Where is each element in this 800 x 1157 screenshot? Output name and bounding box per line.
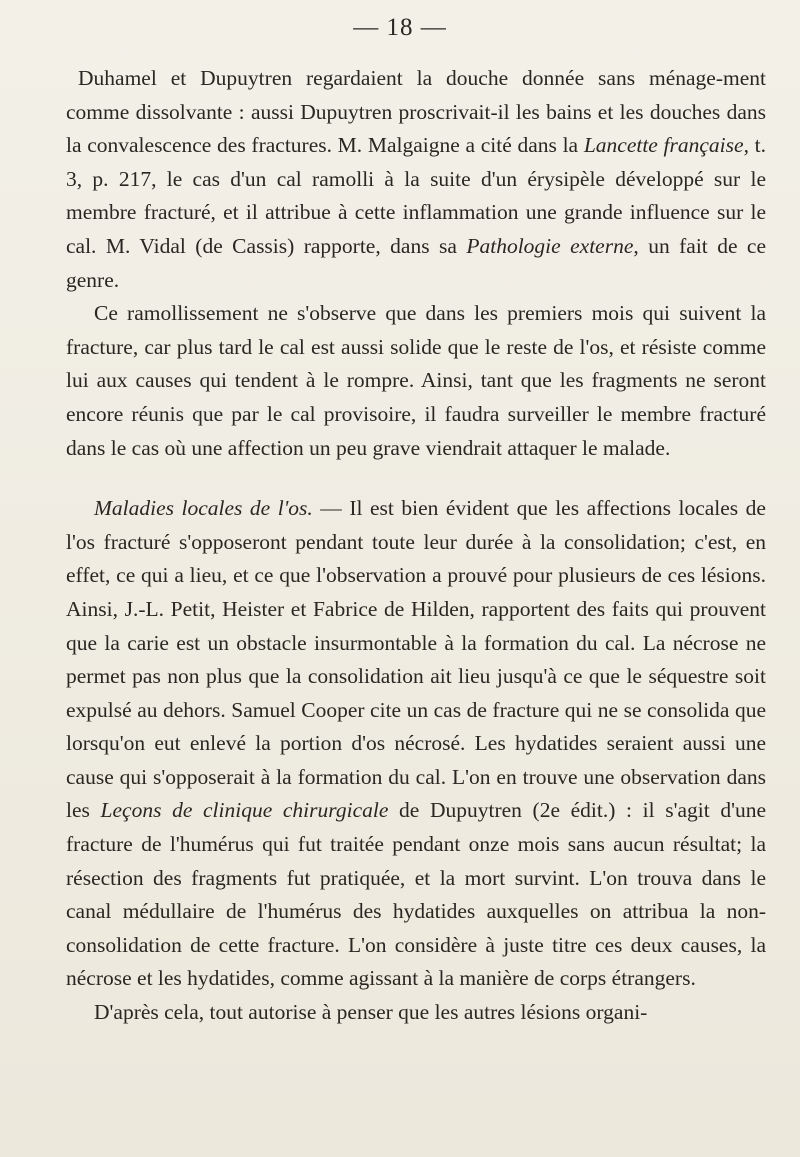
page-body xyxy=(66,62,766,1030)
paragraph-3-text-a: — Il est bien évident que les affections locales de l'os fracturé s'opposeront pendant toute leur durée à la consolidation; c'est, en effet, ce qui a lieu, et ce que l'observation a prouvé pour plusieurs de ces lésions. Ainsi, J.-L. Petit, Heister et Fabrice de Hilden, rapportent des faits qui prouvent que la carie est un obstacle insurmontable à la formation du cal. La nécrose ne permet pas non plus que la consolidation ait lieu jusqu'à ce que le séquestre soit expulsé au dehors. Samuel Cooper cite un cas de fracture qui ne se consolida que lorsqu'on eut enlevé la portion d'os nécrosé. Les hydatides seraient aussi une cause qui s'opposerait à la formation du cal. L'on en trouve une observation dans les xyxy=(66,496,766,823)
paragraph-3-text-b: de Dupuytren (2e édit.) : il s'agit d'une fracture de l'humérus qui fut traitée pendant onze mois sans aucun résultat; la résection des fragments fut pratiquée, et la mort survint. L'on trouva dans le canal médullaire de l'humérus des hydatides auxquelles on attribua la non-consolidation de cette fracture. L'on considère à juste titre ces deux causes, la nécrose et les hydatides, comme agissant à la manière de corps étrangers. xyxy=(66,798,767,991)
paragraph-1-text-c: , un fait de ce genre. xyxy=(66,233,767,292)
page-number-header: — 18 — xyxy=(353,14,447,41)
paragraph-2: Ce ramollissement ne s'observe que dans les premiers mois qui suivent la fracture, car plus tard le cal est aussi solide que le reste de l'os, et résiste comme lui aux causes qui tendent à le rompre. Ainsi, tant que les fragments ne seront encore réunis que par le cal provisoire, il faudra surveiller le membre fracturé dans le cas où une affection un peu grave viendrait attaquer le malade. xyxy=(66,301,766,460)
paragraph-1 xyxy=(66,62,766,297)
reference-pathologie-externe: Pathologie externe xyxy=(466,233,634,258)
section-title-maladies-locales: Maladies locales de l'os. xyxy=(94,496,313,521)
reference-lancette-francaise: Lancette française xyxy=(583,133,744,158)
paragraph-1-text-b: , t. 3, p. 217, le cas d'un cal ramolli à la suite d'un érysipèle développé sur le membre fracturé, et il attribue à cette inflammation une grande influence sur le cal. M. Vidal (de Cassis) rapporte, dans sa xyxy=(66,133,766,258)
paragraph-1-text-a: Duhamel et Dupuytren regardaient la douche donnée sans ménage-ment comme dissolvante : aussi Dupuytren proscrivait-il les bains et les douches dans la convalescence des fractures. M. Malgaigne a cité dans la xyxy=(66,66,766,158)
paragraph-4: D'après cela, tout autorise à penser que les autres lésions organi- xyxy=(94,1000,648,1025)
paragraph-3 xyxy=(66,492,766,996)
reference-lecons-clinique: Leçons de clinique chirurgicale xyxy=(100,798,389,823)
